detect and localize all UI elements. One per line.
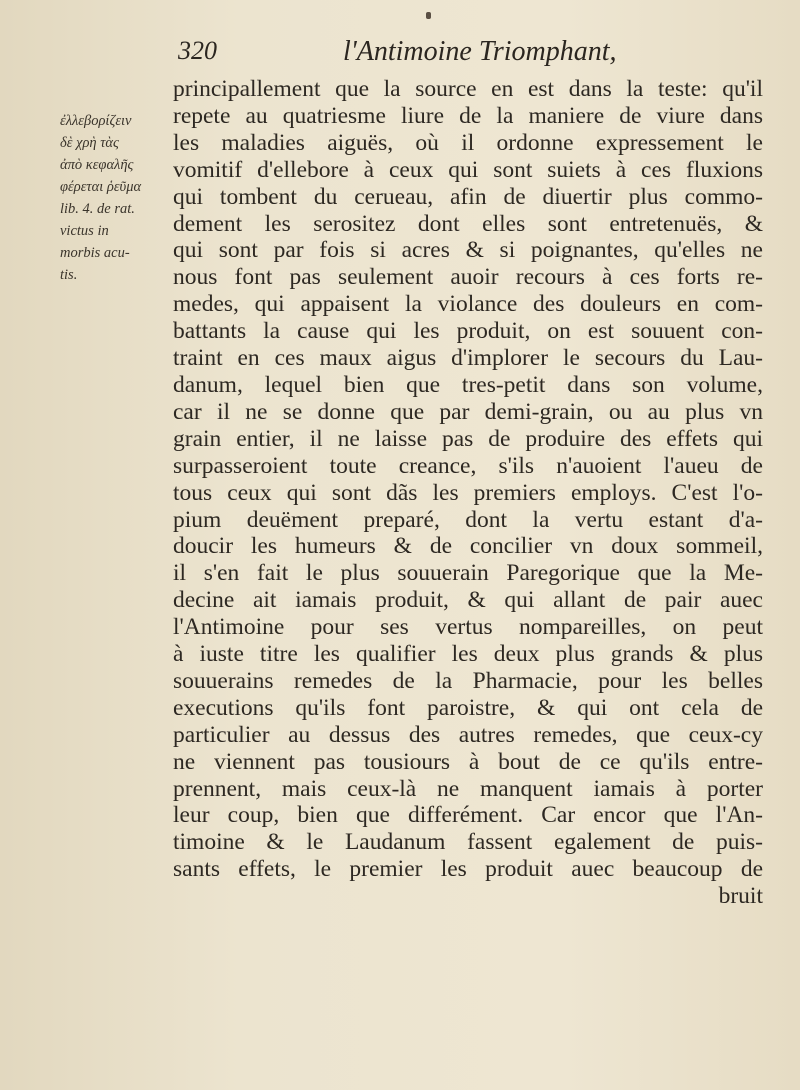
text-line: principallement que la source en est dans la teste: qu'il [173,76,763,102]
text-line: qui sont par fois si acres & si poignantes, qu'elles ne [173,237,763,264]
text-line: leur coup, bien que differément. Car encor que l'An- [173,802,763,829]
text-line: danum, lequel bien que tres-petit dans son volume, [173,371,763,398]
text-line: tous ceux qui sont dãs les premiers employs. C'est l'o- [173,479,763,506]
text-line: surpasseroient toute creance, s'ils n'auoient l'aueu de [173,452,763,479]
text-line: doucir les humeurs & de concilier vn doux sommeil, [173,533,763,560]
text-line: les maladies aiguës, où il ordonne expressement le [173,129,763,156]
margin-note-line: morbis acu- [60,245,130,261]
text-line: vomitif d'ellebore à ceux qui sont suiets à ces fluxions [173,156,763,183]
text-line: particulier au dessus des autres remedes, que ceux-cy [173,721,763,748]
margin-note-line: ἀπὸ κεφαλῆς [60,157,134,173]
ink-mark [426,12,431,19]
margin-note-line: φέρεται ῥεῦμα [60,179,142,195]
text-line: à iuste titre les qualifier les deux plus grands & plus [173,641,763,668]
catchword: bruit [718,883,763,910]
page-number: 320 [178,36,217,65]
text-line: battants la cause qui les produit, on est souuent con- [173,318,763,345]
text-line: car il ne se donne que par demi-grain, ou au plus vn [173,398,763,425]
text-line: prennent, mais ceux-là ne manquent iamais à porter [173,775,763,802]
page-header [178,36,760,76]
text-line: decine ait iamais produit, & qui allant de pair auec [173,587,763,614]
text-line: medes, qui appaisent la violance des douleurs en com- [173,291,763,318]
text-line: sants effets, le premier les produit auec beaucoup de [173,856,763,883]
text-line: ne viennent pas tousiours à bout de ce qu'ils entre- [173,748,763,775]
text-line: qui tombent du cerueau, afin de diuertir plus commo- [173,183,763,210]
text-line: l'Antimoine pour ses vertus nompareilles, on peut [173,614,763,641]
text-line: repete au quatriesme liure de la maniere de viure dans [173,102,763,129]
margin-note-line: lib. 4. de rat. [60,201,135,217]
text-line: souuerains remedes de la Pharmacie, pour les belles [173,667,763,694]
text-line: nous font pas seulement auoir recours à ces forts re- [173,264,763,291]
margin-note-line: victus in [60,223,109,239]
text-line: pium deuëment preparé, dont la vertu estant d'a- [173,506,763,533]
text-line: timoine & le Laudanum fassent egalement de puis- [173,829,763,856]
margin-note-line: δὲ χρὴ τὰς [60,135,119,151]
text-line: grain entier, il ne laisse pas de produire des effets qui [173,425,763,452]
text-line: dement les serositez dont elles sont entretenuës, & [173,210,763,237]
margin-note-line: ἐλλεβορίζειν [60,113,132,129]
margin-note-line: tis. [60,267,78,283]
text-line: il s'en fait le plus souuerain Paregorique que la Me- [173,560,763,587]
running-title: l'Antimoine Triomphant, [343,36,617,67]
body-text [173,76,763,910]
margin-note [60,110,175,286]
text-line: executions qu'ils font paroistre, & qui ont cela de [173,694,763,721]
text-line: traint en ces maux aigus d'implorer le secours du Lau- [173,345,763,372]
